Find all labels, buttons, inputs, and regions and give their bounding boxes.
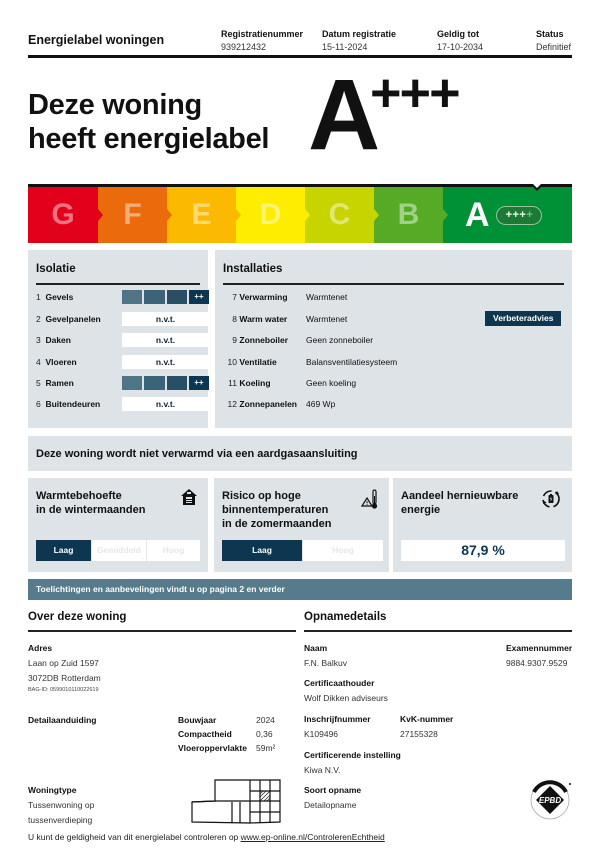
risico-scale (222, 540, 383, 561)
ep-online-link[interactable]: www.ep-online.nl/ControlerenEchtheid (240, 832, 385, 842)
toelichting-bar: Toelichtingen en aanbevelingen vindt u op pagina 2 en verder (28, 579, 572, 600)
installatie-row: 9 Zonneboiler (232, 335, 289, 345)
isolatie-row: 3 Daken n.v.t. (36, 333, 206, 347)
option-laag: Laag (222, 540, 303, 561)
scale-segment-g: G (28, 187, 98, 243)
scale-segment-e: E (167, 187, 236, 243)
opnamedetails-title: Opnamedetails (304, 611, 572, 632)
compactheid-label: Compactheid (178, 729, 232, 739)
isolatie-panel (28, 250, 208, 428)
inschrijfnummer-field: Inschrijfnummer K109496 (304, 714, 371, 739)
vloeroppervlakte-label: Vloeroppervlakte (178, 743, 247, 753)
geldig-tot-field: Geldig tot 17-10-2034 (437, 29, 484, 52)
isolatie-row: 4 Vloeren n.v.t. (36, 355, 206, 369)
certificaathouder-field: Certificaathouder Wolf Dikken adviseurs (304, 678, 388, 703)
installatie-value: Geen koeling (306, 378, 357, 388)
option-hoog: Hoog (162, 545, 185, 555)
installatie-row: 11 Koeling (228, 378, 271, 388)
installatie-value: Balansventilatiesysteem (306, 357, 398, 367)
document-header (28, 28, 572, 58)
document-title: Energielabel woningen (28, 33, 165, 47)
installatie-row: 10 Ventilatie (227, 357, 277, 367)
isolatie-nvt: n.v.t. (122, 312, 209, 326)
isolatie-row: 2 Gevelpanelen n.v.t. (36, 312, 206, 326)
isolatie-title: Isolatie (36, 250, 200, 285)
thermometer-warning-icon (361, 488, 379, 515)
installatie-row: 12 Zonnepanelen (227, 399, 297, 409)
isolatie-nvt: n.v.t. (122, 355, 209, 369)
scale-segment-b: B (374, 187, 443, 243)
scale-segment-c: C (305, 187, 374, 243)
scale-segment-f: F (98, 187, 167, 243)
installatie-row: 8 Warm water (232, 314, 288, 324)
hero-heading: Deze woning heeft energielabel (28, 89, 270, 155)
warmtebehoefte-scale (36, 540, 200, 561)
woningtype-field: Woningtype Tussenwoning op tussenverdieping (28, 785, 95, 825)
installatie-value: 469 Wp (306, 399, 336, 409)
option-gemiddeld: Gemiddeld (92, 540, 147, 561)
compactheid-value: 0,36 (256, 729, 273, 739)
option-laag: Laag (36, 540, 92, 561)
installaties-panel (215, 250, 572, 428)
isolatie-scale: ++ (122, 376, 209, 390)
registratienummer-field: Registratienummer 939212432 (221, 29, 304, 52)
status-field: Status Definitief (536, 29, 572, 52)
verbeteradvies-button[interactable]: Verbeteradvies (485, 311, 561, 326)
isolatie-row: 1 Gevels ++ (36, 290, 206, 304)
epbd-logo-icon (526, 778, 574, 822)
risico-card: Risico op hoge binnentemperaturen in de zomermaanden Laag Hoog (214, 478, 389, 572)
hernieuwbare-energie-card: Aandeel hernieuwbare energie 87,9 % (393, 478, 572, 572)
active-pointer-icon (530, 184, 544, 191)
plus-pill: ++++ (496, 206, 543, 225)
kvk-nummer-field: KvK-nummer 27155328 (400, 714, 454, 739)
gas-notice: Deze woning wordt niet verwarmd via een aardgasaansluiting (28, 436, 572, 471)
installaties-title: Installaties (223, 250, 564, 285)
building-diagram-icon (190, 778, 282, 829)
hernieuwbaar-percentage: 87,9 % (401, 540, 565, 561)
warmtebehoefte-card: Warmtebehoefte in de wintermaanden Laag Gemiddeld Hoog (28, 478, 208, 572)
detailaanduiding-label: Detailaanduiding (28, 715, 97, 725)
naam-field: Naam F.N. Balkuv (304, 643, 347, 668)
isolatie-scale: ++ (122, 290, 209, 304)
bag-id: BAG-ID: 0599010110022619 (28, 687, 99, 693)
scale-segment-d: D (236, 187, 305, 243)
energy-label-grade: A +++ (308, 59, 459, 171)
examennummer-field: Examennummer 9884.9307.9529 (506, 643, 573, 668)
energy-scale-bar (28, 184, 572, 243)
isolatie-nvt: n.v.t. (122, 397, 209, 411)
bouwjaar-value: 2024 (256, 715, 275, 725)
installatie-value: Warmtenet (306, 314, 348, 324)
installatie-value: Geen zonneboiler (306, 335, 374, 345)
svg-text:EPBD: EPBD (538, 796, 562, 805)
isolatie-nvt: n.v.t. (122, 333, 209, 347)
vloeroppervlakte-value: 59m² (256, 743, 276, 753)
over-woning-title: Over deze woning (28, 611, 296, 632)
installatie-value: Warmtenet (306, 292, 348, 302)
scale-segment-a-active: A ++++ (443, 187, 572, 243)
isolatie-row: 5 Ramen ++ (36, 376, 206, 390)
datum-registratie-field: Datum registratie 15-11-2024 (322, 29, 397, 52)
option-hoog: Hoog (332, 545, 354, 555)
footer-note: U kunt de geldigheid van dit energielabel controleren op www.ep-online.nl/ControlerenEchtheid (28, 832, 385, 842)
installatie-row: 7 Verwarming (232, 292, 288, 302)
house-icon (180, 488, 198, 511)
isolatie-row: 6 Buitendeuren n.v.t. (36, 397, 206, 411)
bouwjaar-label: Bouwjaar (178, 715, 217, 725)
certificerende-instelling-field: Certificerende instelling Kiwa N.V. (304, 750, 401, 775)
soort-opname-field: Soort opname Detailopname (304, 785, 362, 810)
adres-field: Adres Laan op Zuid 1597 3072DB Rotterdam (28, 643, 101, 683)
renewable-cycle-icon (540, 488, 562, 515)
